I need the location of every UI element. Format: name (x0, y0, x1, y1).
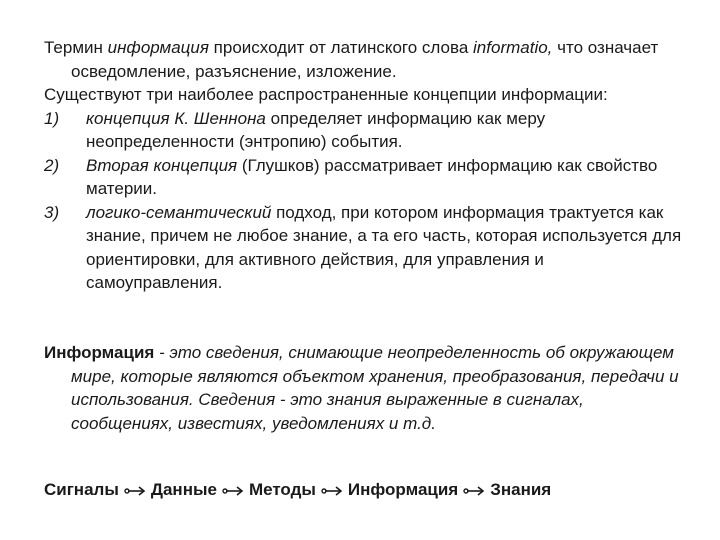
intro-text-2: происходит от латинского слова (208, 38, 474, 57)
intro-paragraph (44, 36, 684, 83)
definition-text: - это сведения, снимающие неопределенность об окружающем мире, которые являются объектом хранения, преобразования, передачи и использования. Сведения - это знания выраженные в сигналах, сообщениях, известиях, уведомлениях и т.д. (71, 343, 679, 433)
definition-term: Информация (44, 343, 155, 362)
term-information: информация (107, 38, 209, 57)
definition-block (44, 341, 684, 435)
chain-item-information: Информация (347, 480, 459, 499)
information-chain (44, 478, 551, 502)
chain-item-signals: Сигналы (44, 480, 119, 499)
concept-item-2 (44, 154, 684, 201)
concepts-heading: Существуют три наиболее распространенные концепции информации: (44, 85, 608, 104)
chain-item-data: Данные (150, 480, 217, 499)
chain-item-methods: Методы (248, 480, 316, 499)
concept-number: 1) (44, 108, 60, 128)
intro-text-3: что означает осведомление, разъяснение, изложение. (71, 38, 659, 81)
chain-item-knowledge: Знания (490, 480, 552, 499)
right-arrow-icon (221, 485, 245, 497)
right-arrow-icon (462, 485, 486, 497)
concept-term: концепция К. Шеннона (86, 108, 266, 128)
concept-term: Вторая концепция (86, 155, 238, 175)
intro-block (44, 36, 684, 295)
concept-description: определяет информацию как меру неопределенности (энтропию) события. (86, 108, 546, 151)
concept-description: подход, при котором информация трактуется как знание, причем не любое знание, а та его часть, которая используется для ориентировки, для активного действия, для управления и самоуправления. (86, 202, 682, 292)
right-arrow-icon (123, 485, 147, 497)
concept-number: 3) (44, 202, 60, 222)
definition-paragraph (44, 341, 684, 435)
concept-term: логико-семантический (86, 202, 272, 222)
concept-number: 2) (44, 155, 60, 175)
concept-item-3 (44, 201, 684, 295)
concept-item-1 (44, 107, 684, 154)
latin-word: informatio, (473, 38, 553, 57)
intro-text-1: Термин (44, 38, 108, 57)
concept-description: (Глушков) рассматривает информацию как свойство материи. (86, 155, 658, 198)
right-arrow-icon (320, 485, 344, 497)
